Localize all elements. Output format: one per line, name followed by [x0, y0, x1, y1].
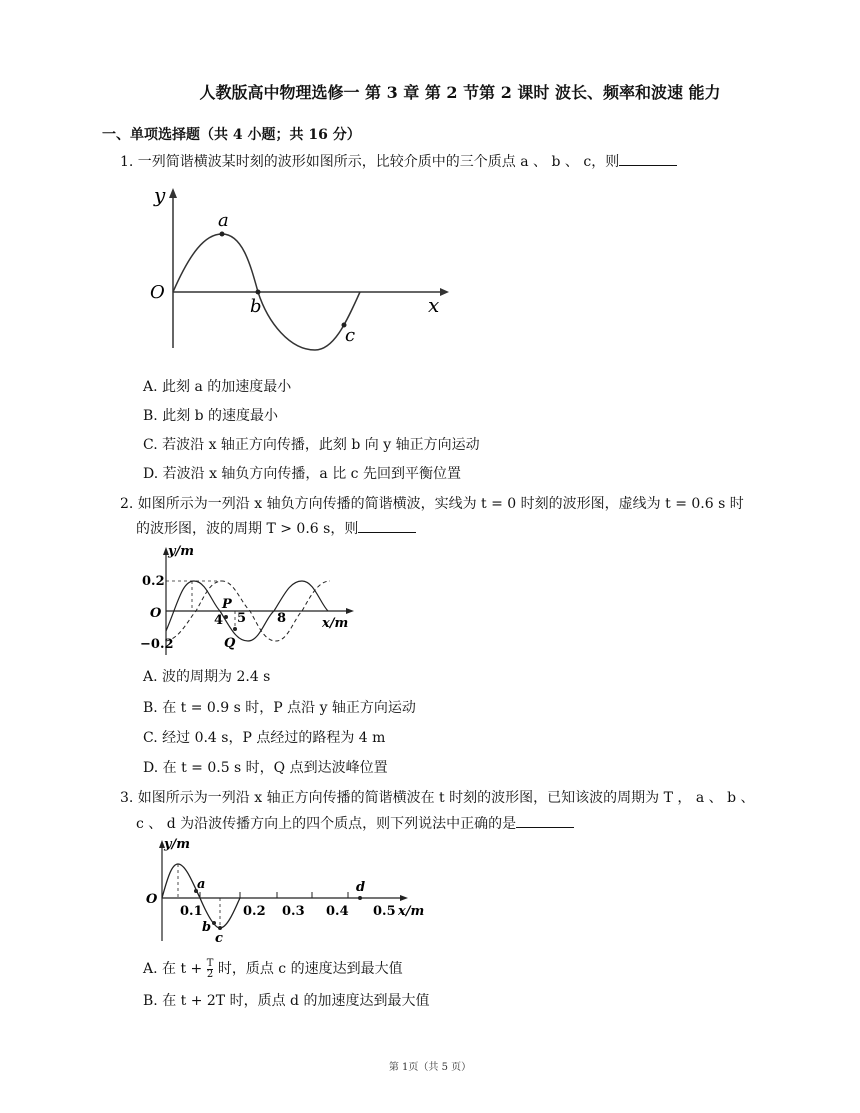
point-b-label: b — [250, 296, 262, 317]
q1-option-b: B. 此刻 b 的速度最小 — [143, 408, 279, 424]
question-1-figure — [140, 178, 450, 353]
point-q-label: Q — [224, 636, 236, 651]
q3-option-b: B. 在 t + 2T 时，质点 d 的加速度达到最大值 — [143, 993, 430, 1009]
point-a-label: a — [218, 210, 229, 231]
question-2-line1: 2. 如图所示为一列沿 x 轴负方向传播的简谐横波，实线为 t = 0 时刻的波形图，虚线为 t = 0.6 s 时 — [120, 496, 744, 512]
q2-option-d: D. 在 t = 0.5 s 时，Q 点到达波峰位置 — [143, 760, 388, 776]
q1-option-d: D. 若波沿 x 轴负方向传播，a 比 c 先回到平衡位置 — [143, 466, 461, 482]
origin-label: O — [150, 282, 165, 303]
question-3-figure — [140, 836, 430, 946]
point-d-label: d — [356, 880, 366, 895]
x-tick-0.3: 0.3 — [282, 904, 305, 919]
q2-option-b: B. 在 t = 0.9 s 时，P 点沿 y 轴正方向运动 — [143, 700, 416, 716]
point-a-label: a — [197, 877, 206, 892]
point-p-label: P — [222, 597, 232, 612]
question-2-line2: 的波形图，波的周期 T > 0.6 s，则 — [136, 521, 359, 537]
question-3 — [120, 786, 770, 811]
answer-blank — [516, 813, 574, 828]
x-tick-0.2: 0.2 — [243, 904, 266, 919]
y-axis-label: y — [154, 183, 166, 207]
origin-label: O — [150, 606, 162, 621]
question-3-line1: 3. 如图所示为一列沿 x 轴正方向传播的简谐横波在 t 时刻的波形图，已知该波的周期为 T ， a 、 b 、 — [120, 790, 755, 806]
y-axis-label: y/m — [164, 837, 191, 852]
question-3-line2: c 、 d 为沿波传播方向上的四个质点，则下列说法中正确的是 — [136, 816, 517, 832]
y-tick-bottom: −0.2 — [140, 637, 174, 652]
x-tick-8: 8 — [277, 611, 287, 626]
answer-blank — [619, 151, 677, 166]
q1-option-a: A. 此刻 a 的加速度最小 — [143, 379, 292, 395]
x-axis-label: x/m — [322, 616, 349, 631]
q3-option-a: A. 在 t + $\frac{T}{2}$ 时，质点 c 的速度达到最大值 — [143, 957, 403, 980]
x-tick-0.4: 0.4 — [326, 904, 349, 919]
point-c-label: c — [215, 931, 223, 946]
x-tick-0.1: 0.1 — [180, 904, 203, 919]
question-2 — [120, 492, 770, 517]
x-tick-0.5: 0.5 — [373, 904, 396, 919]
point-c-label: c — [345, 325, 356, 346]
question-1-text: 1. 一列简谐横波某时刻的波形如图所示，比较介质中的三个质点 a 、 b 、 c，则 — [120, 154, 620, 170]
y-tick-top: 0.2 — [142, 574, 165, 589]
point-b-label: b — [202, 920, 212, 935]
page-footer: 第 1页（共 5 页） — [388, 1062, 472, 1073]
question-3-cont — [136, 812, 786, 837]
x-axis-label: x/m — [398, 904, 425, 919]
x-axis-label: x — [428, 293, 440, 317]
answer-blank — [358, 518, 416, 533]
q1-option-c: C. 若波沿 x 轴正方向传播，此刻 b 向 y 轴正方向运动 — [143, 437, 480, 453]
fraction: $\frac{T}{2}$ — [206, 957, 214, 980]
q2-option-a: A. 波的周期为 2.4 s — [143, 669, 271, 685]
y-axis-label: y/m — [168, 544, 195, 559]
origin-label: O — [146, 892, 158, 907]
question-2-figure — [140, 543, 370, 658]
x-tick-4: 4 — [214, 613, 224, 628]
x-tick-5: 5 — [237, 611, 247, 626]
question-2-cont — [136, 517, 786, 542]
section-heading: 一、单项选择题（共 4 小题；共 16 分） — [102, 127, 361, 143]
question-1 — [120, 150, 770, 175]
page-title: 人教版高中物理选修一 第 3 章 第 2 节第 2 课时 波长、频率和波速 能力 — [199, 83, 721, 102]
q2-option-c: C. 经过 0.4 s，P 点经过的路程为 4 m — [143, 730, 386, 746]
